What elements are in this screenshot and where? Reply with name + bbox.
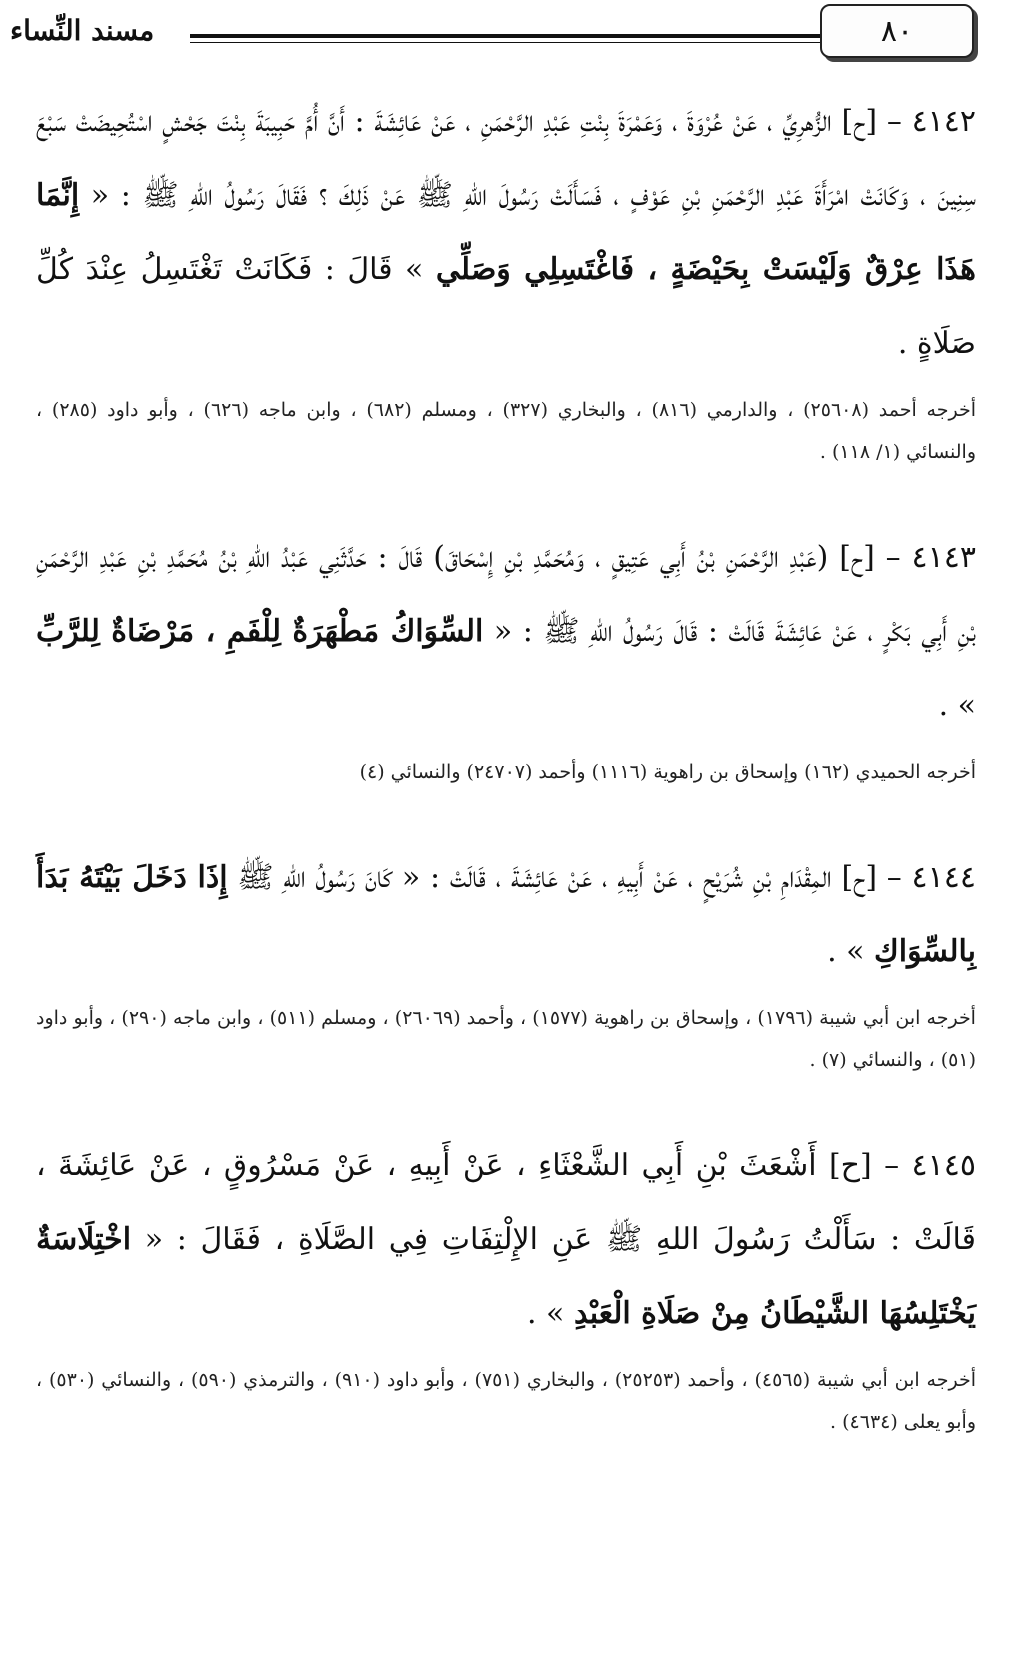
hadith-block bbox=[36, 521, 976, 793]
hadith-block bbox=[36, 85, 976, 473]
takhrij-note: أخرجه الحميدي (١٦٢) وإسحاق بن راهوية (١١١٦) وأحمد (٢٤٧٠٧) والنسائي (٤) bbox=[359, 761, 976, 783]
hadith-text bbox=[36, 521, 976, 743]
hadith-isnad: – [ح] المِقْدَامِ بْنِ شُرَيْحٍ ، عَنْ أَبِيهِ ، عَنْ عَائِشَةَ ، قَالَتْ : « كَانَ رَسُولُ اللهِ ﷺ bbox=[237, 860, 902, 895]
hadith-ending: » . bbox=[938, 688, 976, 723]
hadith-text bbox=[36, 841, 976, 989]
hadith-matn: السِّوَاكُ مَطْهَرَةٌ لِلْفَمِ ، مَرْضَاةٌ لِلرَّبِّ bbox=[36, 614, 484, 649]
book-title: مسند النِّساء bbox=[10, 14, 155, 47]
page-content bbox=[36, 85, 976, 1491]
hadith-block bbox=[36, 841, 976, 1081]
hadith-text bbox=[36, 85, 976, 381]
hadith-number: ٤١٤٣ bbox=[911, 540, 976, 575]
header-rule-thick bbox=[190, 34, 820, 38]
hadith-number: ٤١٤٤ bbox=[911, 860, 976, 895]
hadith-ending: » . bbox=[526, 1296, 565, 1331]
hadith-isnad: – [ح] أَشْعَثَ بْنِ أَبِي الشَّعْثَاءِ ، عَنْ أَبِيهِ ، عَنْ مَسْرُوقٍ ، عَنْ عَائِشَةَ ، قَالَتْ : سَأَلْتُ رَسُولَ اللهِ ﷺ عَنِ الإِلْتِفَاتِ فِي الصَّلَاةِ ، فَقَالَ : « bbox=[36, 1148, 977, 1257]
hadith-isnad: – [ح] (عَبْدِ الرَّحْمَنِ بْنُ أَبِي عَتِيقٍ ، وَمُحَمَّدِ بْنِ إِسْحَاقَ) قَالَ : حَدَّثَنِي عَبْدُ اللهِ بْنُ مُحَمَّدِ بْنِ عَبْدِ الرَّحْمَنِ بْنِ أَبِي بَكْرٍ ، عَنْ عَائِشَةَ قَالَتْ : قَالَ رَسُولُ اللهِ ﷺ : « bbox=[36, 540, 976, 649]
takhrij-note: أخرجه ابن أبي شيبة (٤٥٦٥) ، وأحمد (٢٥٢٥٣) ، والبخاري (٧٥١) ، وأبو داود (٩١٠) ، والترمذي (٥٩٠) ، والنسائي (٥٣٠) ، وأبو يعلى (٤٦٣٤) . bbox=[36, 1369, 976, 1433]
hadith-isnad: – [ح] الزُّهرِيِّ ، عَنْ عُرْوَةَ ، وَعَمْرَةَ بِنْتِ عَبْدِ الرَّحْمَنِ ، عَنْ عَائِشَةَ : أَنَّ أُمَّ حَبِيبَةَ بِنْتَ جَحْشٍ اسْتُحِيضَتْ سَبْعَ سِنِينَ ، وَكَانَتْ امْرَأَةَ عَبْدِ الرَّحْمَنِ بْنِ عَوْفٍ ، فَسَأَلَتْ رَسُولَ اللهِ ﷺ عَنْ ذَلِكَ ؟ فَقَالَ رَسُولُ اللهِ ﷺ : « bbox=[36, 104, 976, 213]
hadith-block bbox=[36, 1129, 976, 1443]
hadith-matn: إِنَّمَا هَذَا عِرْقٌ وَلَيْسَتْ بِحَيْضَةٍ ، فَاغْتَسِلِي وَصَلِّي bbox=[36, 178, 976, 287]
takhrij-note: أخرجه ابن أبي شيبة (١٧٩٦) ، وإسحاق بن راهوية (١٥٧٧) ، وأحمد (٢٦٠٦٩) ، ومسلم (٥١١) ، وابن ماجه (٢٩٠) ، وأبو داود (٥١) ، والنسائي (٧) . bbox=[36, 1007, 976, 1071]
hadith-text bbox=[36, 1129, 976, 1351]
hadith-number: ٤١٤٥ bbox=[911, 1148, 976, 1183]
page-number: ٨٠ bbox=[880, 13, 914, 49]
takhrij-note: أخرجه أحمد (٢٥٦٠٨) ، والدارمي (٨١٦) ، والبخاري (٣٢٧) ، ومسلم (٦٨٢) ، وابن ماجه (٦٢٦) ، وأبو داود (٢٨٥) ، والنسائي (١/ ١١٨) . bbox=[36, 399, 976, 463]
header-rule-thin bbox=[190, 42, 820, 43]
hadith-number: ٤١٤٢ bbox=[911, 104, 977, 139]
hadith-ending: » . bbox=[827, 934, 865, 969]
page-number-box bbox=[820, 4, 974, 58]
hadith-matn: اخْتِلَاسَةٌ يَخْتَلِسُهَا الشَّيْطَانُ مِنْ صَلَاةِ الْعَبْدِ bbox=[36, 1222, 976, 1331]
page-header bbox=[0, 0, 1010, 80]
hadith-matn: إِذَا دَخَلَ بَيْتَهُ بَدَأَ بِالسِّوَاكِ bbox=[36, 860, 976, 969]
hadith-ending: » قَالَ : فَكَانَتْ تَغْتَسِلُ عِنْدَ كُلِّ صَلَاةٍ . bbox=[36, 252, 976, 361]
